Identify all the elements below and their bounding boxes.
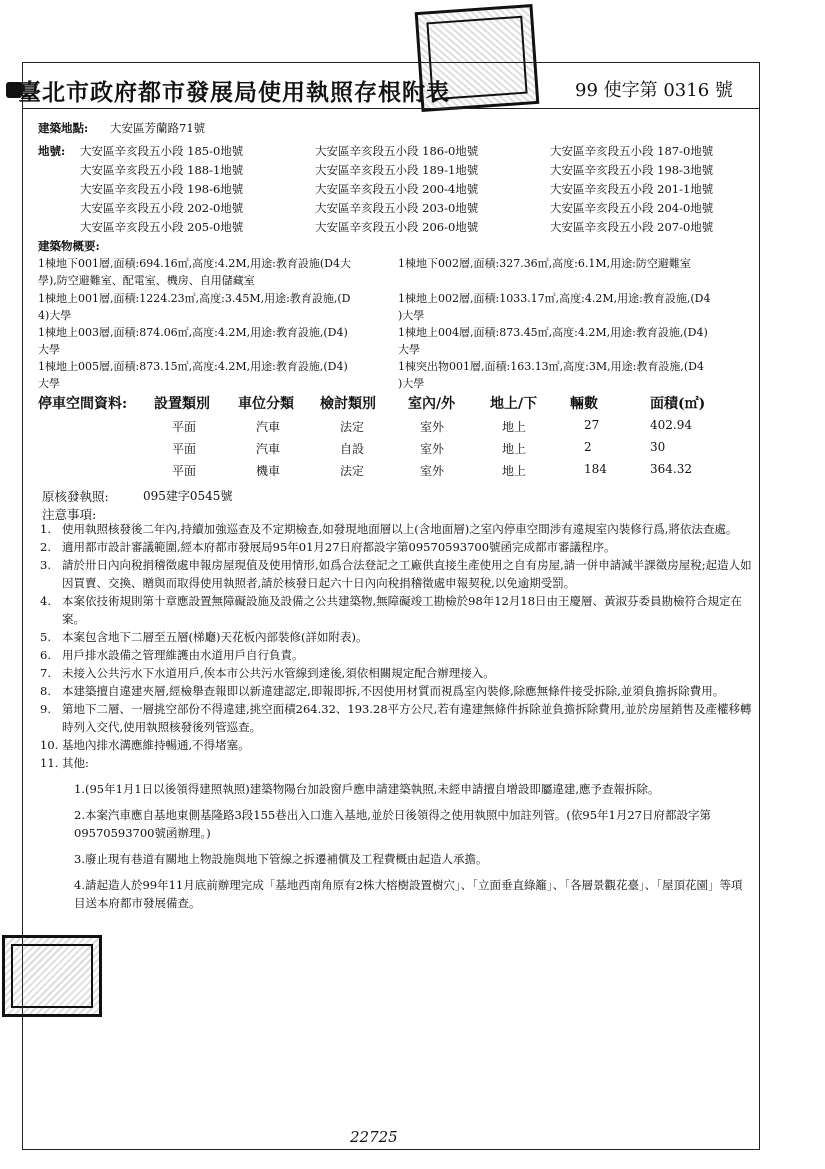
other-note-item: 3.廢止現有巷道有關地上物設施與地下管線之拆遷補償及工程費概由起造人承擔。 xyxy=(74,852,488,866)
note-number: 5. xyxy=(40,630,51,644)
note-text: 第地下二層、一層挑空部份不得違建,挑空面積264.32、193.28平方公尺,若有違建無條件拆除並負擔拆除費用,並於房屋銷售及產權移轉時列入交代,使用執照核發後列管巡查。 xyxy=(62,702,752,734)
parking-header: 檢討類別 xyxy=(320,396,376,412)
note-item xyxy=(40,700,752,736)
other-note-item: 1.(95年1月1日以後領得建照執照)建築物陽台加設窗戶應申請建築執照,未經申請擅自增設即屬違建,應予查報拆除。 xyxy=(74,782,660,796)
building-line: 1棟地上005層,面積:873.15㎡,高度:4.2M,用途:教育設施,(D4) xyxy=(38,360,348,373)
note-text: 使用執照核發後二年內,持續加強巡查及不定期檢查,如發現地面層以上(含地面層)之室內停車空間涉有違規室內裝修行爲,將依法查處。 xyxy=(62,522,738,536)
building-line: 1棟地上002層,面積:1033.17㎡,高度:4.2M,用途:教育設施,(D4 xyxy=(398,292,711,305)
parking-cell: 自設 xyxy=(340,442,365,456)
note-item xyxy=(40,646,752,664)
note-item xyxy=(40,736,752,754)
parking-cell: 平面 xyxy=(172,442,197,456)
building-line: 大學 xyxy=(38,343,60,356)
other-note-item: 2.本案汽車應自基地東側基隆路3段155巷出入口進入基地,並於日後領得之使用執照中加註列管。(依95年1月27日府都設字第09570593700號函辦理。) xyxy=(74,808,711,840)
building-line: 1棟地下001層,面積:694.16㎡,高度:4.2M,用途:教育設施(D4大 xyxy=(38,257,351,270)
lot-item: 大安區辛亥段五小段 200-4地號 xyxy=(315,182,479,196)
note-item xyxy=(40,754,752,772)
header-divider xyxy=(22,108,760,109)
document-title: 臺北市政府都市發展局使用執照存根附表 xyxy=(18,79,450,106)
building-line: 1棟地下002層,面積:327.36㎡,高度:6.1M,用途:防空避難室 xyxy=(398,257,691,270)
address-label: 建築地點: xyxy=(38,121,89,135)
note-item xyxy=(40,538,752,556)
note-item xyxy=(40,628,752,646)
parking-cell: 27 xyxy=(584,418,600,432)
note-number: 11. xyxy=(40,756,59,770)
building-line: 1棟突出物001層,面積:163.13㎡,高度:3M,用途:教育設施,(D4 xyxy=(398,360,704,373)
building-line: 學),防空避難室、配電室、機房、自用儲藏室 xyxy=(38,274,255,287)
building-line: 1棟地上004層,面積:873.45㎡,高度:4.2M,用途:教育設施,(D4) xyxy=(398,326,708,339)
lot-item: 大安區辛亥段五小段 187-0地號 xyxy=(550,144,714,158)
original-permit-label: 原核發執照: xyxy=(42,489,109,504)
note-text: 未接入公共污水下水道用戶,俟本市公共污水管線到達後,須依相關規定配合辦理接入。 xyxy=(62,666,495,680)
building-line: 4)大學 xyxy=(38,309,72,322)
parking-cell: 法定 xyxy=(340,420,365,434)
note-text: 用戶排水設備之管理維護由水道用戶自行負責。 xyxy=(62,648,304,662)
note-number: 9. xyxy=(40,702,51,716)
parking-cell: 地上 xyxy=(502,442,527,456)
other-note-item: 4.請起造人於99年11月底前辦理完成「基地西南角原有2株大榕樹設置樹穴」、「立面垂直綠籬」、「各層景觀花臺」、「屋頂花園」等項目送本府都市發展備查。 xyxy=(74,878,743,910)
parking-cell: 184 xyxy=(584,462,607,476)
note-text: 本案包含地下二層至五層(梯廳)天花板內部裝修(詳如附表)。 xyxy=(62,630,368,644)
lot-item: 大安區辛亥段五小段 203-0地號 xyxy=(315,201,479,215)
note-item xyxy=(40,556,752,592)
parking-header: 面積(㎡) xyxy=(650,396,706,412)
parking-cell: 364.32 xyxy=(650,462,692,476)
parking-header: 室內/外 xyxy=(408,396,456,412)
building-line: 1棟地上001層,面積:1224.23㎡,高度:3.45M,用途:教育設施,(D xyxy=(38,292,351,305)
note-item xyxy=(40,520,752,538)
lot-item: 大安區辛亥段五小段 202-0地號 xyxy=(80,201,244,215)
note-number: 10. xyxy=(40,738,59,752)
parking-cell: 平面 xyxy=(172,420,197,434)
note-number: 3. xyxy=(40,558,51,572)
address-value: 大安區芳蘭路71號 xyxy=(110,121,206,135)
parking-cell: 402.94 xyxy=(650,418,692,432)
original-permit-value: 095建字0545號 xyxy=(143,489,233,503)
parking-header: 設置類別 xyxy=(154,396,210,412)
lot-item: 大安區辛亥段五小段 207-0地號 xyxy=(550,220,714,234)
parking-cell: 法定 xyxy=(340,464,365,478)
note-number: 7. xyxy=(40,666,51,680)
notes-list xyxy=(40,520,752,912)
note-number: 4. xyxy=(40,594,51,608)
note-number: 6. xyxy=(40,648,51,662)
note-number: 1. xyxy=(40,522,51,536)
building-line: 1棟地上003層,面積:874.06㎡,高度:4.2M,用途:教育設施,(D4) xyxy=(38,326,348,339)
parking-cell: 汽車 xyxy=(256,442,281,456)
building-line: 大學 xyxy=(38,377,60,390)
building-line: )大學 xyxy=(398,309,425,322)
parking-header: 地上/下 xyxy=(490,396,538,412)
parking-cell: 汽車 xyxy=(256,420,281,434)
lot-item: 大安區辛亥段五小段 204-0地號 xyxy=(550,201,714,215)
note-item xyxy=(40,664,752,682)
parking-cell: 室外 xyxy=(420,464,445,478)
building-summary-label: 建築物概要: xyxy=(38,239,100,253)
parking-cell: 室外 xyxy=(420,420,445,434)
note-text: 本建築擅自違建夾層,經檢舉查報即以新違建認定,即報即拆,不因使用材質而視爲室內裝修,除應無條件接受拆除,並須負擔拆除費用。 xyxy=(62,684,725,698)
parking-cell: 機車 xyxy=(256,464,281,478)
lot-item: 大安區辛亥段五小段 205-0地號 xyxy=(80,220,244,234)
lots-label: 地號: xyxy=(38,144,66,158)
seal-serial-number: 22725 xyxy=(350,1128,398,1146)
note-number: 8. xyxy=(40,684,51,698)
permit-number: 99 使字第 0316 號 xyxy=(575,80,733,101)
lot-item: 大安區辛亥段五小段 198-3地號 xyxy=(550,163,714,177)
lot-item: 大安區辛亥段五小段 189-1地號 xyxy=(315,163,479,177)
note-text: 其他: xyxy=(62,756,89,770)
parking-cell: 平面 xyxy=(172,464,197,478)
lot-item: 大安區辛亥段五小段 198-6地號 xyxy=(80,182,244,196)
parking-cell: 30 xyxy=(650,440,666,454)
lot-item: 大安區辛亥段五小段 201-1地號 xyxy=(550,182,714,196)
note-item xyxy=(40,592,752,628)
parking-label: 停車空間資料: xyxy=(38,396,128,412)
building-line: )大學 xyxy=(398,377,425,390)
note-text: 基地內排水溝應維持暢通,不得堵塞。 xyxy=(62,738,250,752)
note-text: 本案依技術規則第十章應設置無障礙設施及設備之公共建築物,無障礙竣工勘檢於98年12月18日由王慶層、黃淑芬委員勘檢符合規定在案。 xyxy=(62,594,743,626)
lot-item: 大安區辛亥段五小段 206-0地號 xyxy=(315,220,479,234)
parking-cell: 室外 xyxy=(420,442,445,456)
lot-item: 大安區辛亥段五小段 185-0地號 xyxy=(80,144,244,158)
lot-item: 大安區辛亥段五小段 188-1地號 xyxy=(80,163,244,177)
parking-cell: 2 xyxy=(584,440,592,454)
note-text: 適用都市設計審議範圍,經本府都市發展局95年01月27日府都設字第09570593700號函完成都市審議程序。 xyxy=(62,540,616,554)
parking-cell: 地上 xyxy=(502,464,527,478)
notes-label: 注意事項: xyxy=(42,507,97,522)
building-line: 大學 xyxy=(398,343,420,356)
note-number: 2. xyxy=(40,540,51,554)
parking-header: 車位分類 xyxy=(238,396,294,412)
note-text: 請於卅日內向稅捐稽徵處申報房屋現值及使用情形,如爲合法登記之工廠供直接生產使用之自有房屋,請一併申請減半課徵房屋稅;起造人如因買賣、交換、贈與而取得使用執照者,請於核發日起六十日內向稅捐稽徵處申報契稅,以免逾期受罰。 xyxy=(62,558,752,590)
lot-item: 大安區辛亥段五小段 186-0地號 xyxy=(315,144,479,158)
parking-cell: 地上 xyxy=(502,420,527,434)
parking-header: 輛數 xyxy=(570,396,598,412)
note-item xyxy=(40,682,752,700)
